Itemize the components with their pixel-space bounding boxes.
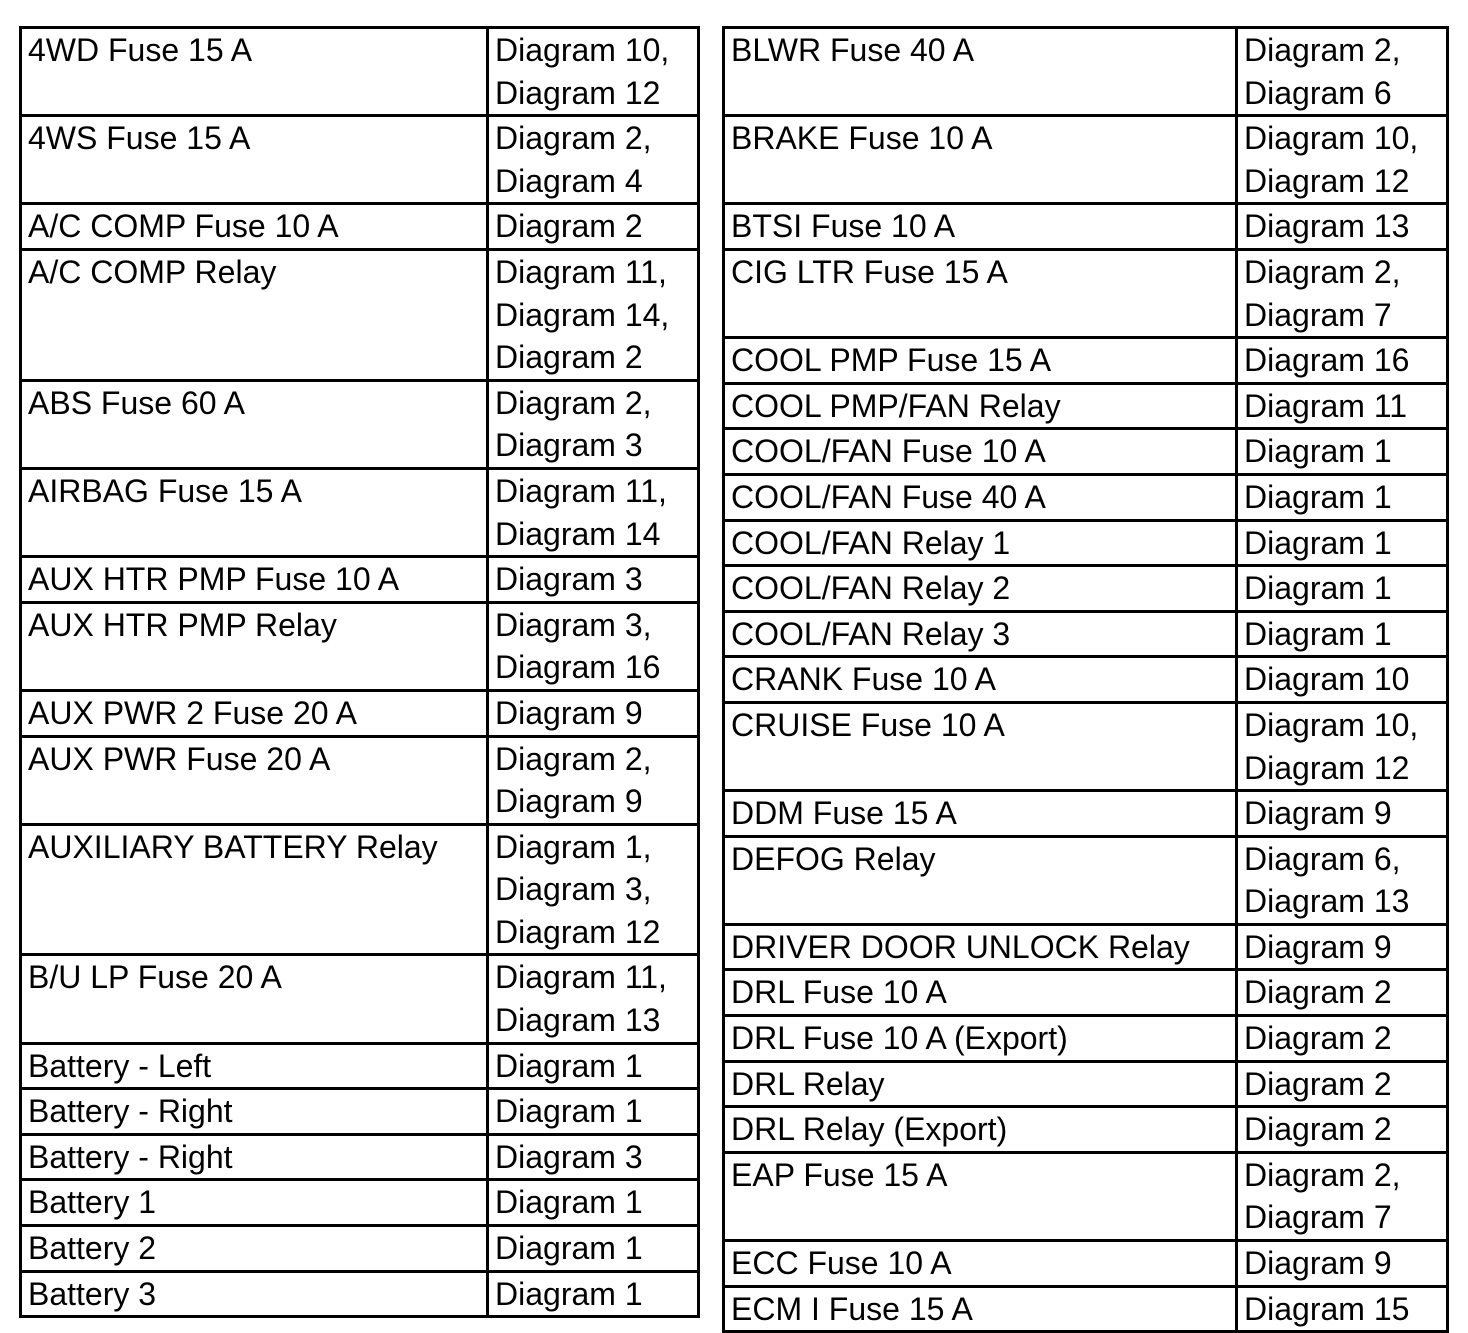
table-row xyxy=(724,1152,1448,1240)
diagram-reference-cell: Diagram 9 xyxy=(488,690,699,736)
table-body-right xyxy=(724,28,1448,1332)
component-name-cell: COOL PMP Fuse 15 A xyxy=(724,338,1237,384)
diagram-reference-cell: Diagram 10, Diagram 12 xyxy=(1237,702,1448,790)
diagram-reference-cell: Diagram 10 xyxy=(1237,657,1448,703)
component-name-cell: DEFOG Relay xyxy=(724,836,1237,924)
diagram-reference-cell: Diagram 9 xyxy=(1237,1241,1448,1287)
diagram-reference-cell: Diagram 2, Diagram 4 xyxy=(488,116,699,204)
diagram-reference-cell: Diagram 10, Diagram 12 xyxy=(488,28,699,116)
diagram-reference-cell: Diagram 3, Diagram 16 xyxy=(488,602,699,690)
component-name-cell: CIG LTR Fuse 15 A xyxy=(724,249,1237,337)
table-row xyxy=(21,736,699,824)
component-name-cell: BLWR Fuse 40 A xyxy=(724,28,1237,116)
table-row xyxy=(21,1271,699,1317)
table-row xyxy=(724,611,1448,657)
component-name-cell: Battery 2 xyxy=(21,1226,488,1272)
diagram-reference-cell: Diagram 1, Diagram 3, Diagram 12 xyxy=(488,824,699,955)
diagram-reference-cell: Diagram 1 xyxy=(1237,611,1448,657)
component-name-cell: AUXILIARY BATTERY Relay xyxy=(21,824,488,955)
table-row xyxy=(724,249,1448,337)
table-row xyxy=(724,702,1448,790)
table-row xyxy=(21,690,699,736)
diagram-reference-cell: Diagram 2 xyxy=(1237,970,1448,1016)
diagram-reference-cell: Diagram 2 xyxy=(488,204,699,250)
component-name-cell: B/U LP Fuse 20 A xyxy=(21,955,488,1043)
diagram-reference-cell: Diagram 1 xyxy=(488,1089,699,1135)
table-row xyxy=(724,474,1448,520)
component-name-cell: DRL Relay xyxy=(724,1061,1237,1107)
table-row xyxy=(21,1134,699,1180)
diagram-reference-cell: Diagram 6, Diagram 13 xyxy=(1237,836,1448,924)
component-name-cell: AUX PWR 2 Fuse 20 A xyxy=(21,690,488,736)
component-name-cell: COOL/FAN Fuse 40 A xyxy=(724,474,1237,520)
component-name-cell: DDM Fuse 15 A xyxy=(724,791,1237,837)
table-row xyxy=(21,28,699,116)
component-name-cell: COOL/FAN Relay 2 xyxy=(724,566,1237,612)
diagram-reference-cell: Diagram 15 xyxy=(1237,1286,1448,1332)
diagram-reference-cell: Diagram 1 xyxy=(1237,474,1448,520)
component-name-cell: Battery - Left xyxy=(21,1043,488,1089)
table-row xyxy=(724,791,1448,837)
diagram-reference-cell: Diagram 3 xyxy=(488,557,699,603)
component-name-cell: DRL Fuse 10 A (Export) xyxy=(724,1016,1237,1062)
table-row xyxy=(724,338,1448,384)
diagram-reference-cell: Diagram 2 xyxy=(1237,1016,1448,1062)
diagram-reference-cell: Diagram 1 xyxy=(1237,566,1448,612)
table-row xyxy=(21,824,699,955)
diagram-reference-cell: Diagram 2 xyxy=(1237,1061,1448,1107)
table-row xyxy=(21,1226,699,1272)
table-row xyxy=(21,557,699,603)
table-row xyxy=(21,1043,699,1089)
table-row xyxy=(21,1089,699,1135)
diagram-reference-cell: Diagram 2, Diagram 7 xyxy=(1237,1152,1448,1240)
diagram-reference-cell: Diagram 1 xyxy=(488,1043,699,1089)
component-name-cell: DRL Relay (Export) xyxy=(724,1107,1237,1153)
component-name-cell: DRIVER DOOR UNLOCK Relay xyxy=(724,924,1237,970)
diagram-reference-cell: Diagram 1 xyxy=(488,1226,699,1272)
table-row xyxy=(724,1286,1448,1332)
component-name-cell: COOL/FAN Relay 3 xyxy=(724,611,1237,657)
component-name-cell: Battery - Right xyxy=(21,1089,488,1135)
fuse-index-table-left xyxy=(19,26,700,1318)
diagram-reference-cell: Diagram 3 xyxy=(488,1134,699,1180)
component-name-cell: COOL PMP/FAN Relay xyxy=(724,383,1237,429)
table-row xyxy=(724,1241,1448,1287)
diagram-reference-cell: Diagram 1 xyxy=(488,1271,699,1317)
component-name-cell: ECC Fuse 10 A xyxy=(724,1241,1237,1287)
component-name-cell: AIRBAG Fuse 15 A xyxy=(21,468,488,556)
component-name-cell: A/C COMP Fuse 10 A xyxy=(21,204,488,250)
component-name-cell: CRANK Fuse 10 A xyxy=(724,657,1237,703)
diagram-reference-cell: Diagram 11 xyxy=(1237,383,1448,429)
table-row xyxy=(21,955,699,1043)
diagram-reference-cell: Diagram 13 xyxy=(1237,204,1448,250)
table-row xyxy=(724,924,1448,970)
table-row xyxy=(724,383,1448,429)
table-row xyxy=(724,429,1448,475)
component-name-cell: DRL Fuse 10 A xyxy=(724,970,1237,1016)
diagram-reference-cell: Diagram 2, Diagram 9 xyxy=(488,736,699,824)
component-name-cell: AUX HTR PMP Relay xyxy=(21,602,488,690)
diagram-reference-cell: Diagram 2, Diagram 6 xyxy=(1237,28,1448,116)
table-body-left xyxy=(21,28,699,1317)
component-name-cell: 4WD Fuse 15 A xyxy=(21,28,488,116)
table-row xyxy=(724,520,1448,566)
table-row xyxy=(724,970,1448,1016)
table-row xyxy=(724,1016,1448,1062)
table-row xyxy=(21,468,699,556)
diagram-reference-cell: Diagram 11, Diagram 14, Diagram 2 xyxy=(488,249,699,380)
component-name-cell: 4WS Fuse 15 A xyxy=(21,116,488,204)
component-name-cell: Battery 3 xyxy=(21,1271,488,1317)
table-row xyxy=(724,116,1448,204)
diagram-reference-cell: Diagram 1 xyxy=(488,1180,699,1226)
component-name-cell: COOL/FAN Fuse 10 A xyxy=(724,429,1237,475)
component-name-cell: Battery - Right xyxy=(21,1134,488,1180)
table-row xyxy=(21,116,699,204)
component-name-cell: EAP Fuse 15 A xyxy=(724,1152,1237,1240)
component-name-cell: AUX PWR Fuse 20 A xyxy=(21,736,488,824)
table-row xyxy=(21,380,699,468)
table-row xyxy=(724,836,1448,924)
table-row xyxy=(724,657,1448,703)
component-name-cell: BTSI Fuse 10 A xyxy=(724,204,1237,250)
diagram-reference-cell: Diagram 10, Diagram 12 xyxy=(1237,116,1448,204)
component-name-cell: COOL/FAN Relay 1 xyxy=(724,520,1237,566)
diagram-reference-cell: Diagram 9 xyxy=(1237,791,1448,837)
table-row xyxy=(724,1061,1448,1107)
diagram-reference-cell: Diagram 2, Diagram 7 xyxy=(1237,249,1448,337)
table-row xyxy=(724,1107,1448,1153)
table-row xyxy=(21,1180,699,1226)
table-row xyxy=(724,566,1448,612)
diagram-reference-cell: Diagram 1 xyxy=(1237,429,1448,475)
diagram-reference-cell: Diagram 1 xyxy=(1237,520,1448,566)
table-row xyxy=(21,204,699,250)
diagram-reference-cell: Diagram 11, Diagram 14 xyxy=(488,468,699,556)
diagram-reference-cell: Diagram 9 xyxy=(1237,924,1448,970)
table-row xyxy=(21,602,699,690)
table-row xyxy=(724,28,1448,116)
component-name-cell: ECM I Fuse 15 A xyxy=(724,1286,1237,1332)
diagram-reference-cell: Diagram 2 xyxy=(1237,1107,1448,1153)
component-name-cell: ABS Fuse 60 A xyxy=(21,380,488,468)
component-name-cell: AUX HTR PMP Fuse 10 A xyxy=(21,557,488,603)
component-name-cell: BRAKE Fuse 10 A xyxy=(724,116,1237,204)
table-row xyxy=(21,249,699,380)
component-name-cell: Battery 1 xyxy=(21,1180,488,1226)
table-row xyxy=(724,204,1448,250)
component-name-cell: CRUISE Fuse 10 A xyxy=(724,702,1237,790)
diagram-reference-cell: Diagram 2, Diagram 3 xyxy=(488,380,699,468)
component-name-cell: A/C COMP Relay xyxy=(21,249,488,380)
diagram-reference-cell: Diagram 16 xyxy=(1237,338,1448,384)
diagram-reference-cell: Diagram 11, Diagram 13 xyxy=(488,955,699,1043)
fuse-index-table-right xyxy=(722,26,1449,1333)
